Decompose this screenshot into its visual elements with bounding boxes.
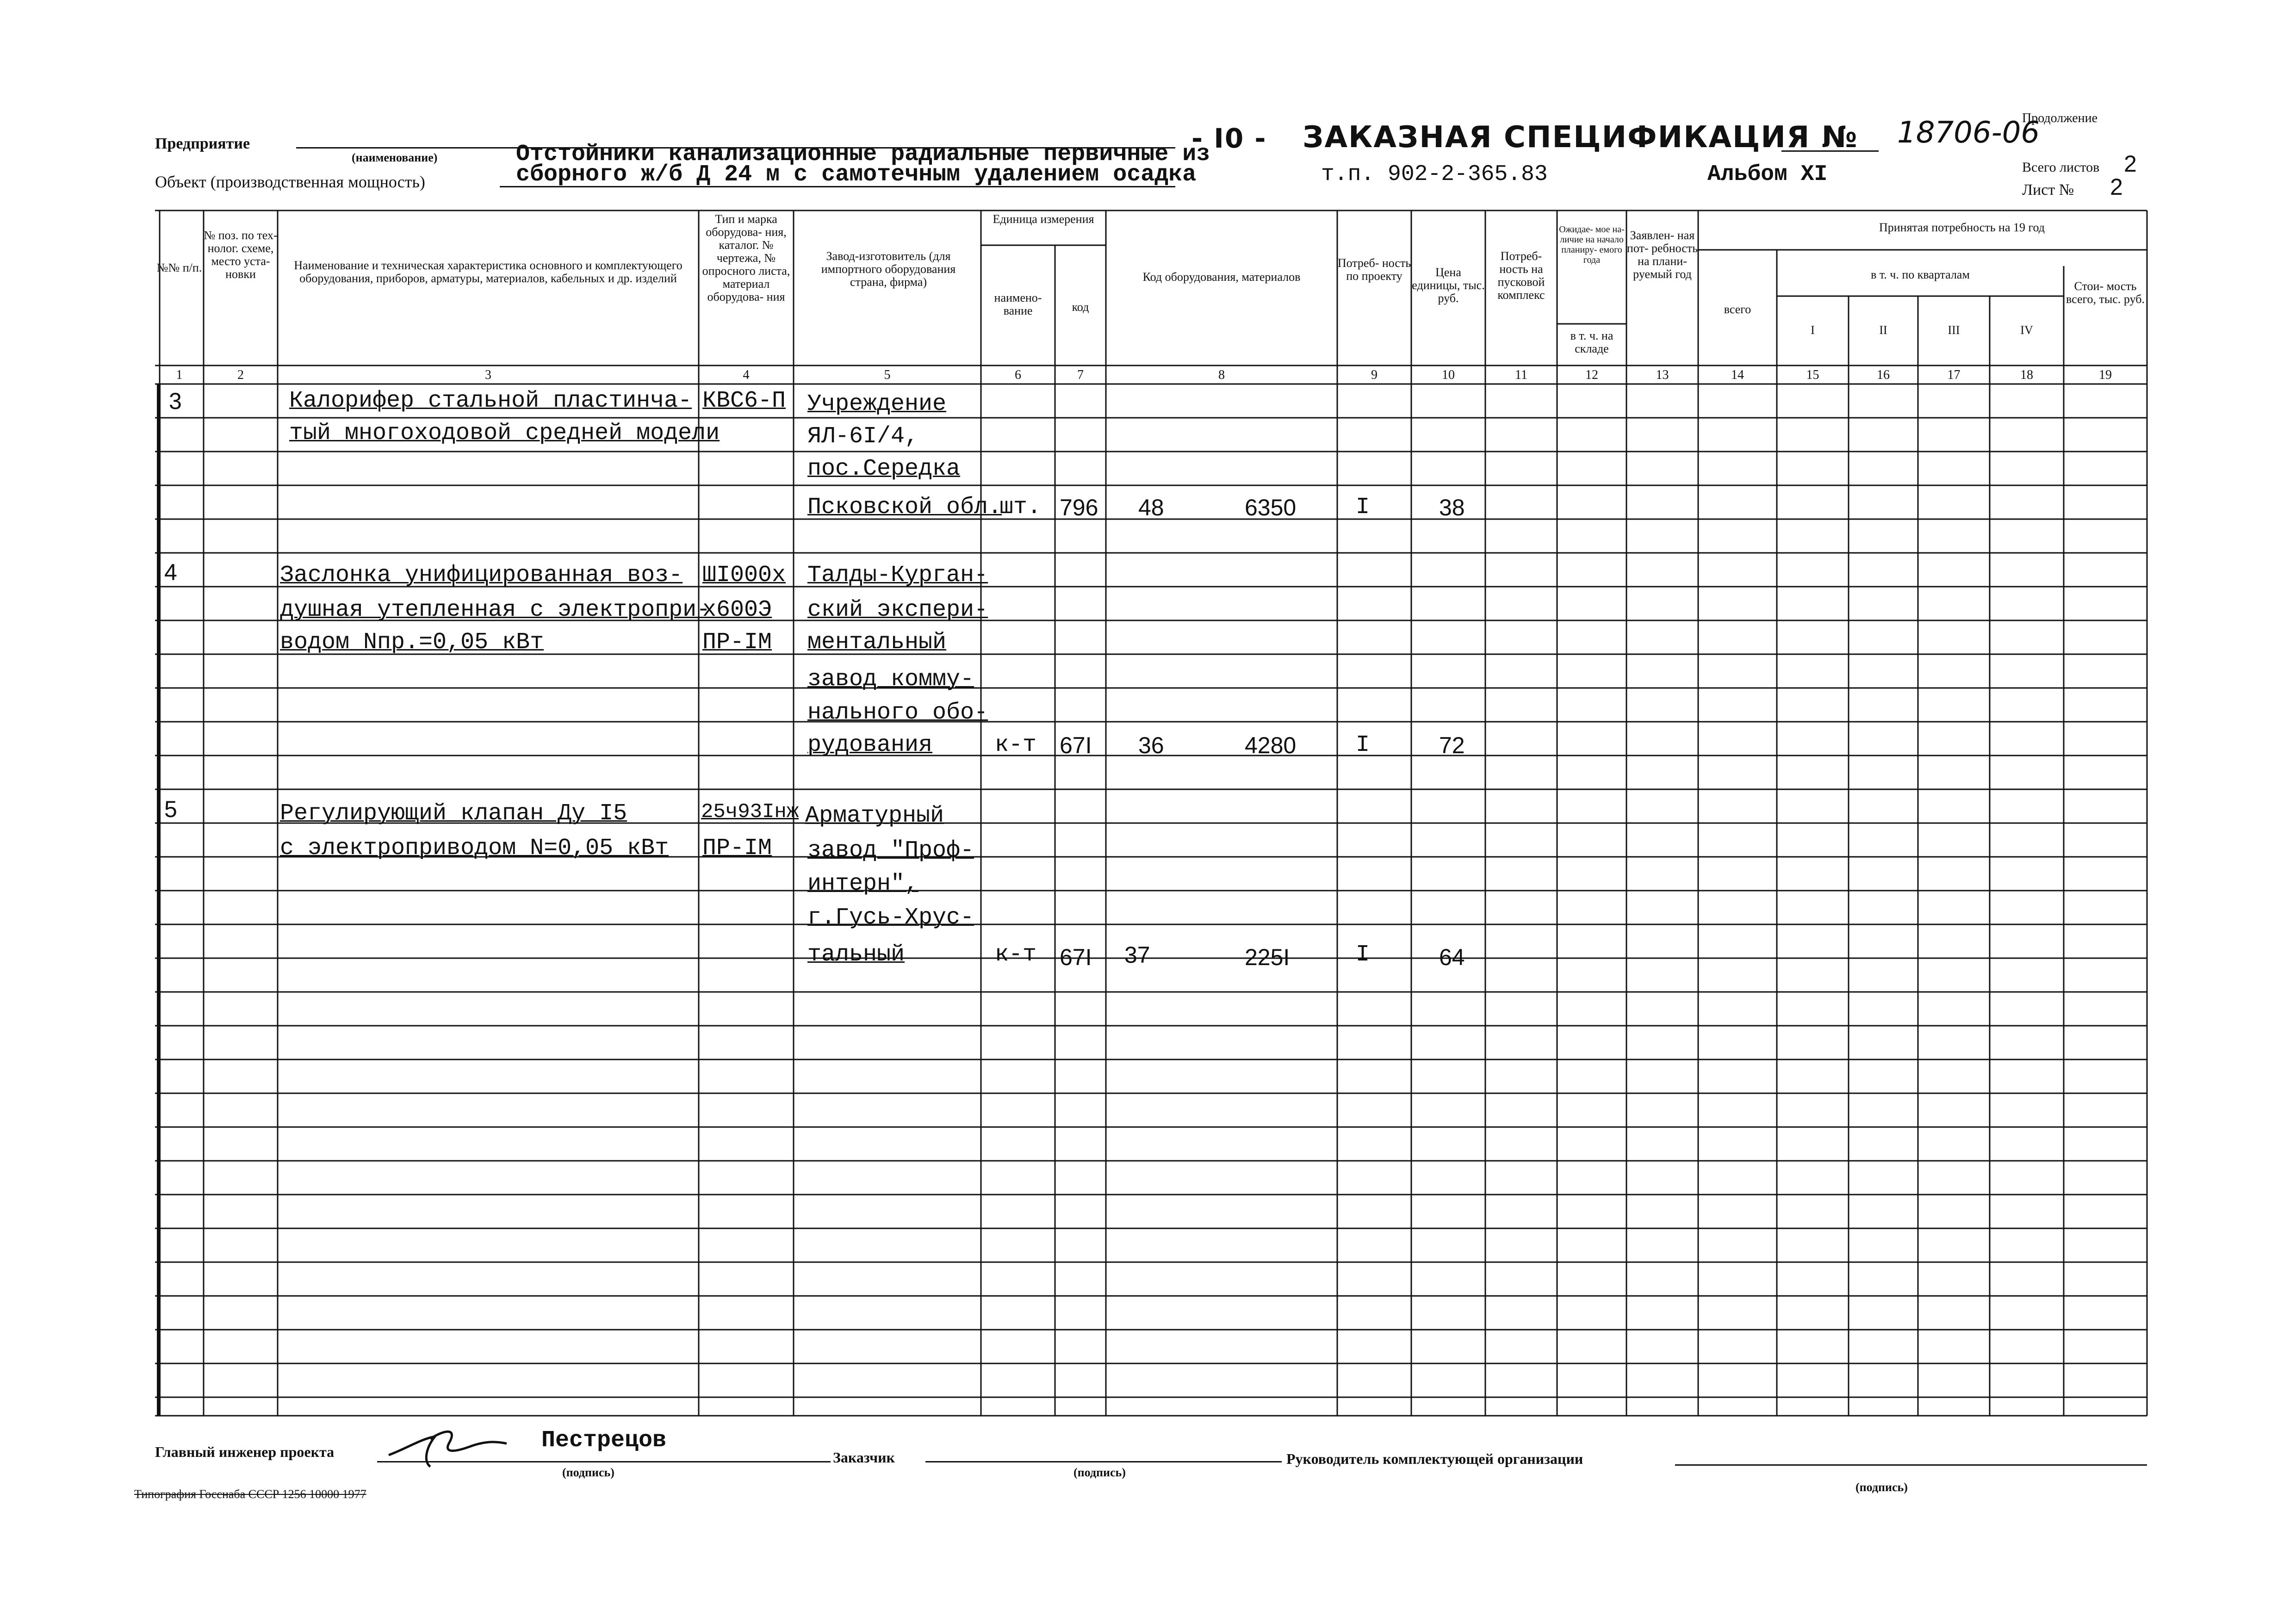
chief-engineer-name: Пестрецов (541, 1427, 667, 1454)
qty-project: I (1356, 494, 1370, 520)
enterprise-label: Предприятие (155, 135, 250, 152)
chief-engineer-label: Главный инженер проекта (155, 1443, 335, 1460)
col-number: 2 (237, 368, 244, 382)
unit-name: к-т (995, 942, 1037, 968)
equipment-code-a: 48 (1138, 495, 1164, 520)
col-header-16: II (1879, 323, 1887, 337)
col-header-13: Заявлен- ная пот- ребность на плани- руемый год (1626, 229, 1698, 281)
item-name-line: водом Nпр.=0,05 кВт (280, 629, 544, 656)
spec-number: 18706-06 (1897, 116, 2040, 150)
unit-price: 38 (1439, 495, 1465, 520)
customer-signature-caption: (подпись) (1074, 1466, 1126, 1479)
col-number: 10 (1442, 368, 1455, 382)
col-header-10: Цена единицы, тыс. руб. (1412, 266, 1485, 305)
col-number: 3 (485, 368, 491, 382)
qty-project: I (1356, 942, 1370, 968)
col-header-1: №№ п/п. (156, 261, 202, 274)
page-marker: - I0 - (1191, 123, 1267, 154)
unit-price: 64 (1439, 944, 1465, 970)
col-header-18: IV (2020, 323, 2033, 337)
supplier-signature-caption: (подпись) (1855, 1481, 1908, 1494)
item-type: 25ч93Iнж (701, 800, 799, 824)
col-header-19: Стои- мость всего, тыс. руб. (2066, 279, 2145, 306)
col-number: 19 (2099, 368, 2112, 382)
col-header-4: Тип и марка оборудова- ния, каталог. № чертежа, № опросного листа, материал оборудова- ния (702, 212, 790, 304)
unit-name: шт. (999, 494, 1042, 520)
col-header-14: всего (1724, 303, 1751, 316)
item-type: ШI000х (702, 562, 786, 588)
signature-mark (379, 1420, 509, 1471)
col-header-15: I (1811, 323, 1815, 337)
col-number: 5 (884, 368, 891, 382)
supplier-signature-line (1675, 1464, 2147, 1466)
unit-code: 67I (1060, 944, 1092, 970)
col-header-7: код (1072, 300, 1089, 314)
row-number: 4 (164, 559, 177, 585)
maker-line: рудования (807, 732, 933, 758)
sheet-number: 2 (2110, 174, 2123, 200)
item-type: КВС6-П (702, 388, 786, 414)
item-name-line: тый многоходовой средней модели (289, 420, 720, 446)
col-number: 12 (1585, 368, 1598, 382)
row-number: 3 (169, 388, 182, 414)
tp-label: т.п. 902-2-365.83 (1321, 162, 1548, 187)
item-name-line: Калорифер стальной пластинча- (289, 388, 692, 414)
accepted-group-header: Принятая потребность на 19 год (1879, 221, 2045, 234)
maker-line: г.Гусь-Хрус- (807, 904, 974, 931)
maker-line: завод "Проф- (807, 837, 974, 864)
unit-name: к-т (995, 732, 1037, 758)
col-number: 11 (1515, 368, 1527, 382)
item-type: х600Э (702, 597, 772, 623)
continuation: Продолжение (2022, 111, 2098, 125)
unit-code: 796 (1060, 495, 1098, 520)
col-number: 15 (1806, 368, 1819, 382)
unit-code: 67I (1060, 732, 1092, 758)
col-header-9: Потреб- ность по проекту (1337, 256, 1411, 283)
col-number: 18 (2020, 368, 2033, 382)
name-caption: (наименование) (352, 151, 438, 164)
col-header-12a: Ожидае- мое на- личие на начало планиру- емого года (1559, 224, 1625, 265)
maker-line: Псковской обл. (807, 494, 1002, 520)
maker-line: Арматурный (805, 803, 944, 829)
chief-signature-caption: (подпись) (562, 1466, 614, 1479)
col-header-17: III (1948, 323, 1960, 337)
supplier-head-label: Руководитель комплектующей организации (1286, 1450, 1583, 1467)
object-line-1: Отстойники канализационные радиальные первичные из (516, 141, 1210, 167)
equipment-code-b: 6350 (1245, 495, 1297, 520)
unit-price: 72 (1439, 732, 1465, 758)
total-sheets: 2 (2124, 151, 2137, 177)
maker-line: Учреждение (807, 391, 947, 417)
unit-group-header: Единица измерения (993, 212, 1094, 226)
maker-line: завод комму- (807, 666, 974, 693)
maker-line: ский экспери- (807, 597, 988, 623)
maker-line: тальный (807, 942, 905, 968)
col-number: 8 (1218, 368, 1225, 382)
customer-label: Заказчик (833, 1449, 895, 1466)
col-number: 9 (1371, 368, 1378, 382)
maker-line: ментальный (807, 629, 947, 656)
col-number: 16 (1877, 368, 1890, 382)
col-header-8: Код оборудования, материалов (1142, 270, 1301, 284)
quarters-group-header: в т. ч. по кварталам (1871, 268, 1970, 281)
col-number: 13 (1656, 368, 1669, 382)
col-header-11: Потреб- ность на пусковой комплекс (1497, 249, 1545, 302)
maker-line: Талды-Курган- (807, 562, 988, 588)
col-header-2: № поз. по тех- нолог. схеме, место уста- новки (204, 229, 278, 281)
sheet-label: Лист № (2022, 181, 2074, 198)
maker-line: ЯЛ-6I/4, (807, 423, 919, 450)
maker-line: пос.Середка (807, 456, 961, 482)
qty-project: I (1356, 732, 1370, 758)
maker-line: нального обо- (807, 700, 988, 726)
item-name-line: с электроприводом N=0,05 кВт (280, 835, 669, 861)
item-name-line: душная утепленная с электропри- (280, 597, 711, 623)
col-number: 14 (1731, 368, 1744, 382)
col-number: 1 (176, 368, 183, 382)
col-header-6: наимено- вание (994, 291, 1042, 317)
album: Альбом XI (1707, 162, 1828, 187)
item-name-line: Заслонка унифицированная воз- (280, 562, 683, 588)
col-number: 7 (1077, 368, 1084, 382)
total-sheets-label: Всего листов (2022, 160, 2100, 175)
maker-line: интерн", (807, 871, 919, 897)
equipment-code-a: 36 (1138, 732, 1164, 758)
col-header-3: Наименование и техническая характеристика основного и комплектующего оборудования, приборов, арматуры, материалов, кабельных и др. изделий (294, 259, 683, 285)
equipment-code-b: 4280 (1245, 732, 1297, 758)
chief-signature-line (377, 1461, 831, 1462)
item-type: ПР-IМ (702, 835, 772, 861)
col-header-5: Завод-изготовитель (для импортного оборудования страна, фирма) (821, 249, 956, 289)
col-number: 17 (1947, 368, 1961, 382)
print-note: Типография Госснаба СССР 1256 10000 1977 (134, 1487, 366, 1501)
object-label: Объект (производственная мощность) (155, 173, 425, 191)
item-name-line: Регулирующий клапан Ду I5 (280, 800, 627, 827)
page-title: ЗАКАЗНАЯ СПЕЦИФИКАЦИЯ № (1303, 120, 1858, 155)
equipment-code-a: 37 (1124, 942, 1150, 968)
col-header-12b: в т. ч. на складе (1570, 329, 1613, 355)
col-number: 6 (1015, 368, 1021, 382)
row-number: 5 (164, 796, 177, 822)
col-number: 4 (743, 368, 750, 382)
item-type: ПР-IМ (702, 629, 772, 656)
object-line-2: сборного ж/б Д 24 м с самотечным удалением осадка (516, 161, 1197, 188)
customer-signature-line (925, 1461, 1282, 1462)
equipment-code-b: 225I (1245, 944, 1290, 970)
